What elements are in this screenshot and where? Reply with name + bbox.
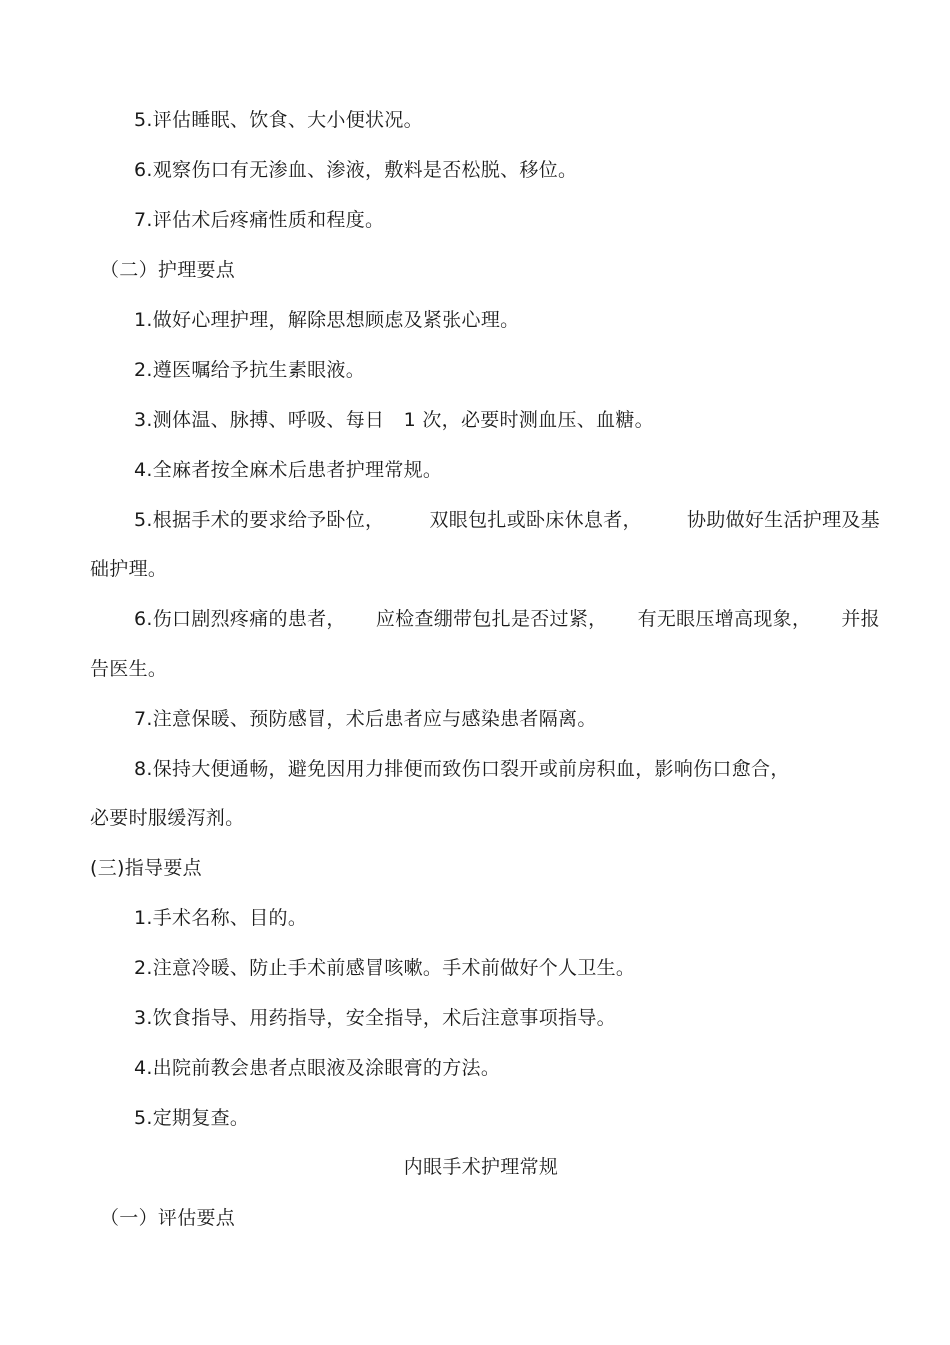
nursing-item-5-line-2: 础护理。 — [90, 558, 168, 580]
assessment-item-5: 5.评估睡眠、饮食、大小便状况。 — [134, 109, 423, 131]
guidance-item-3: 3.饮食指导、用药指导，安全指导，术后注意事项指导。 — [134, 1007, 616, 1029]
section-heading-guidance-points: (三)指导要点 — [90, 857, 202, 879]
nursing-item-5-part-3: 协助做好生活护理及基 — [686, 509, 880, 531]
nursing-item-2: 2.遵医嘱给予抗生素眼液。 — [134, 359, 366, 381]
nursing-item-1: 1.做好心理护理，解除思想顾虑及紧张心理。 — [134, 309, 520, 331]
nursing-item-8-line-2: 必要时服缓泻剂。 — [90, 807, 245, 829]
nursing-item-6-part-3: 有无眼压增高现象， — [637, 608, 812, 630]
section-heading-nursing-points: （二）护理要点 — [100, 259, 236, 281]
nursing-item-5-part-1: 5.根据手术的要求给予卧位， — [134, 509, 385, 531]
nursing-item-6-part-1: 6.伤口剧烈疼痛的患者， — [134, 608, 346, 630]
nursing-item-6-part-4: 并报 — [841, 608, 880, 630]
nursing-item-6-line-1 — [134, 607, 880, 631]
nursing-item-3: 3.测体温、脉搏、呼吸、每日 1 次，必要时测血压、血糖。 — [134, 409, 654, 431]
nursing-item-5-part-2: 双眼包扎或卧床休息者， — [429, 509, 642, 531]
nursing-item-6-line-2: 告医生。 — [90, 658, 168, 680]
guidance-item-2: 2.注意冷暖、防止手术前感冒咳嗽。手术前做好个人卫生。 — [134, 957, 636, 979]
guidance-item-4: 4.出院前教会患者点眼液及涂眼膏的方法。 — [134, 1057, 501, 1079]
nursing-item-5-line-1 — [134, 508, 880, 532]
nursing-item-6-part-2: 应检查绷带包扎是否过紧， — [375, 608, 608, 630]
section-title-intraocular-surgery: 内眼手术护理常规 — [403, 1156, 559, 1178]
assessment-item-7: 7.评估术后疼痛性质和程度。 — [134, 209, 385, 231]
assessment-item-6: 6.观察伤口有无渗血、渗液，敷料是否松脱、移位。 — [134, 159, 578, 181]
nursing-item-8-line-1: 8.保持大便通畅，避免因用力排便而致伤口裂开或前房积血，影响伤口愈合， — [134, 758, 790, 780]
guidance-item-1: 1.手术名称、目的。 — [134, 907, 308, 929]
nursing-item-7: 7.注意保暖、预防感冒，术后患者应与感染患者隔离。 — [134, 708, 597, 730]
section-heading-assessment-points: （一）评估要点 — [100, 1207, 236, 1229]
nursing-item-4: 4.全麻者按全麻术后患者护理常规。 — [134, 459, 443, 481]
guidance-item-5: 5.定期复查。 — [134, 1107, 250, 1129]
